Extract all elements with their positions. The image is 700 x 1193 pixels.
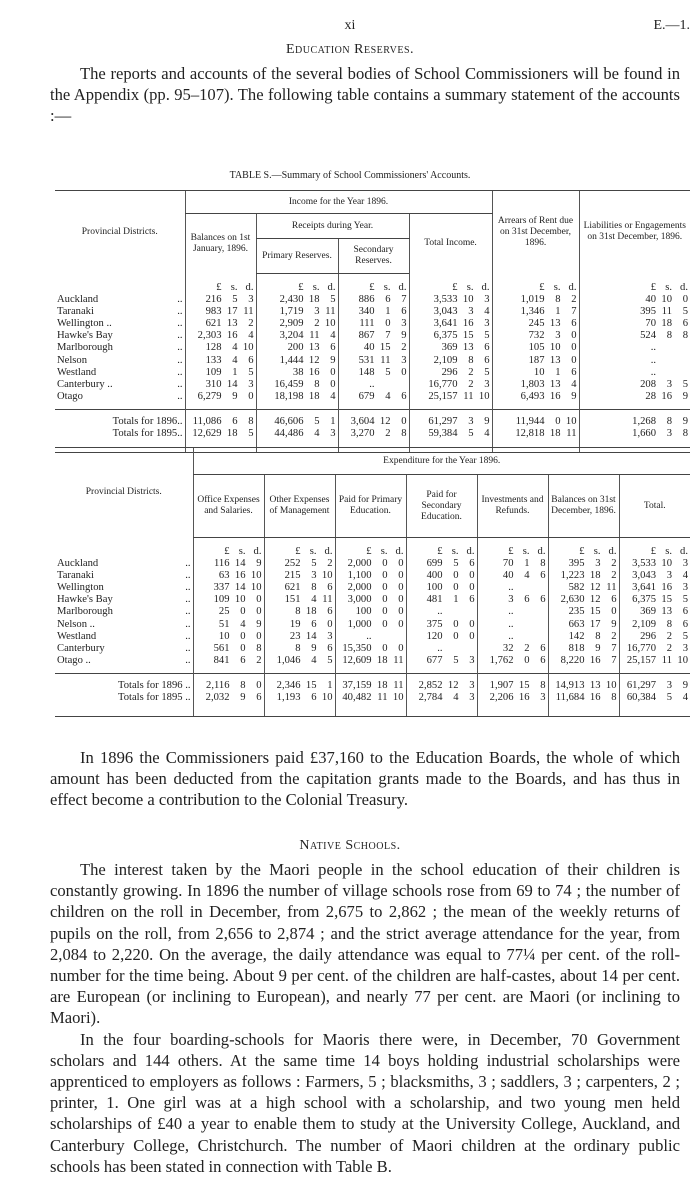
units-cell: £ s. d. <box>335 538 406 559</box>
money-cell: 3,043 3 4 <box>619 570 690 582</box>
money-cell: 395 3 2 <box>548 558 619 570</box>
table-row <box>55 631 690 643</box>
units-cell: £ s. d. <box>406 538 477 559</box>
money-cell: .. <box>477 606 548 618</box>
totals-label: Totals for 1896 .. <box>55 673 193 692</box>
header-district: Provincial Districts. <box>55 448 193 538</box>
district-name: Nelson .. <box>57 354 183 366</box>
money-cell: 1,268 8 9 <box>579 409 690 428</box>
totals-label: Totals for 1896.. <box>55 409 185 428</box>
money-cell: 70 1 8 <box>477 558 548 570</box>
money-cell: 100 0 0 <box>406 582 477 594</box>
money-cell: 2,430 18 5 <box>256 294 338 306</box>
money-cell: 2,909 2 10 <box>256 318 338 330</box>
money-cell: 6,375 15 5 <box>619 594 690 606</box>
money-cell: 19 6 0 <box>264 619 335 631</box>
table-row <box>55 570 690 582</box>
header-district: Provincial Districts. <box>55 191 185 274</box>
money-cell: 14,913 13 10 <box>548 673 619 692</box>
money-cell: .. <box>579 367 690 379</box>
money-cell: 252 5 2 <box>264 558 335 570</box>
money-cell: 23 14 3 <box>264 631 335 643</box>
money-cell: 3,641 16 3 <box>409 318 492 330</box>
header-secondary: Paid for Secondary Education. <box>406 475 477 538</box>
units-cell: £ s. d. <box>477 538 548 559</box>
district-name: Taranaki .. <box>57 306 183 318</box>
money-cell: 2,000 0 0 <box>335 582 406 594</box>
table-row <box>55 582 690 594</box>
money-cell: 3,270 2 8 <box>338 428 409 453</box>
money-cell: 2,109 8 6 <box>409 355 492 367</box>
district-name: Auckland .. <box>57 294 183 306</box>
money-cell: 1,223 18 2 <box>548 570 619 582</box>
money-cell: 2,206 16 3 <box>477 692 548 717</box>
money-cell: 395 11 5 <box>579 306 690 318</box>
header-office: Office Expenses and Salaries. <box>193 475 264 538</box>
money-cell: 59,384 5 4 <box>409 428 492 453</box>
money-cell: 208 3 5 <box>579 379 690 391</box>
money-cell: 25 0 0 <box>193 606 264 618</box>
money-cell: 200 13 6 <box>256 342 338 354</box>
money-cell: .. <box>477 631 548 643</box>
table-row <box>55 619 690 631</box>
money-cell: 109 1 5 <box>185 367 256 379</box>
district-name: Canterbury .. .. <box>57 378 183 390</box>
money-cell: 2,303 16 4 <box>185 330 256 342</box>
money-cell: 18,198 18 4 <box>256 391 338 410</box>
money-cell: 841 6 2 <box>193 655 264 674</box>
money-cell: 37,159 18 11 <box>335 673 406 692</box>
money-cell: 677 5 3 <box>406 655 477 674</box>
money-cell: 40,482 11 10 <box>335 692 406 717</box>
money-cell: 38 16 0 <box>256 367 338 379</box>
money-cell: 8 18 6 <box>264 606 335 618</box>
money-cell: 6,493 16 9 <box>492 391 579 410</box>
money-cell: 296 2 5 <box>619 631 690 643</box>
money-cell: 11,086 6 8 <box>185 409 256 428</box>
native-schools-paragraph: The interest taken by the Maori people in the school education of their children is constantly growing. In 1896 the number of village schools rose from 69 to 74 ; the number of children on the roll in December, from 2,675 to 2,862 ; the mean of the weekly returns of pupils on the roll, from 2,656 to 2,874 ; and the strict average attendance for the year, from 2,084 to 2,220. On the average, the daily attendance was equal to 77¼ per cent. of the roll-number for the time being. About 9 per cent. of the children are half-castes, about 14 per cent. are European (or inclining to European), and nearly 77 per cent. are Maori (or inclining to Maori). In the four boarding-schools for Maoris there were, in December, 70 Government scholars and 144 others. At the same time 14 boys holding industrial scholarships were apprenticed to employers as follows : Farmers, 5 ; blacksmiths, 3 ; saddlers, 3 ; carpenters, 2 ; printer, 1. One girl was at a high school with a scholarship, and two young men held scholarships of £40 a year to enable them to study at the University College, Auckland, and Canterbury College, Christchurch. The number of Maori children at the ordinary public schools has been stated in connection with Table B. <box>50 860 680 1176</box>
section-title-education-reserves: Education Reserves. <box>285 42 415 57</box>
money-cell: 337 14 10 <box>193 582 264 594</box>
money-cell: 11,684 16 8 <box>548 692 619 717</box>
totals-row <box>55 692 690 717</box>
units-cell: £ s. d. <box>185 274 256 295</box>
money-cell: .. <box>477 582 548 594</box>
money-cell: 63 16 10 <box>193 570 264 582</box>
money-cell: 2,346 15 1 <box>264 673 335 692</box>
units-cell: £ s. d. <box>264 538 335 559</box>
district-name: Auckland .. <box>57 558 191 570</box>
money-cell: .. <box>406 643 477 655</box>
money-cell: 120 0 0 <box>406 631 477 643</box>
money-cell: 1,762 0 6 <box>477 655 548 674</box>
header-income-group: Income for the Year 1896. <box>185 191 492 214</box>
money-cell: 40 4 6 <box>477 570 548 582</box>
expenditure-table <box>55 447 690 717</box>
money-cell: 340 1 6 <box>338 306 409 318</box>
district-name: Westland .. <box>57 366 183 378</box>
money-cell: 148 5 0 <box>338 367 409 379</box>
table-row <box>55 306 690 318</box>
money-cell: 8 9 6 <box>264 643 335 655</box>
money-cell: 983 17 11 <box>185 306 256 318</box>
money-cell: 10 1 6 <box>492 367 579 379</box>
money-cell: 32 2 6 <box>477 643 548 655</box>
units-cell: £ s. d. <box>579 274 690 295</box>
money-cell: 3,533 10 3 <box>619 558 690 570</box>
money-cell: 296 2 5 <box>409 367 492 379</box>
table-row <box>55 379 690 391</box>
money-cell: 369 13 6 <box>409 342 492 354</box>
money-cell: 1,719 3 11 <box>256 306 338 318</box>
money-cell: 40 10 0 <box>579 294 690 306</box>
totals-label: Totals for 1895.. <box>55 428 185 453</box>
money-cell: 6,279 9 0 <box>185 391 256 410</box>
money-cell: 2,630 12 6 <box>548 594 619 606</box>
money-cell: 531 11 3 <box>338 355 409 367</box>
money-cell: 216 5 3 <box>185 294 256 306</box>
table-row <box>55 655 690 674</box>
money-cell: 886 6 7 <box>338 294 409 306</box>
table-row <box>55 342 690 354</box>
money-cell: 3,043 3 4 <box>409 306 492 318</box>
table-row <box>55 367 690 379</box>
money-cell: 116 14 9 <box>193 558 264 570</box>
header-other: Other Expenses of Management <box>264 475 335 538</box>
money-cell: 51 4 9 <box>193 619 264 631</box>
money-cell: 2,000 0 0 <box>335 558 406 570</box>
district-name: Westland .. <box>57 630 191 642</box>
document-code: E.—1. <box>653 18 690 33</box>
money-cell: .. <box>338 379 409 391</box>
money-cell: 215 3 10 <box>264 570 335 582</box>
money-cell: 2,116 8 0 <box>193 673 264 692</box>
money-cell: 128 4 10 <box>185 342 256 354</box>
money-cell: 3,641 16 3 <box>619 582 690 594</box>
header-investments: Investments and Refunds. <box>477 475 548 538</box>
units-cell: £ s. d. <box>409 274 492 295</box>
money-cell: 732 3 0 <box>492 330 579 342</box>
money-cell: 1,000 0 0 <box>335 619 406 631</box>
money-cell: 109 10 0 <box>193 594 264 606</box>
money-cell: 310 14 3 <box>185 379 256 391</box>
money-cell: 3,604 12 0 <box>338 409 409 428</box>
money-cell: 46,606 5 1 <box>256 409 338 428</box>
money-cell: 3 6 6 <box>477 594 548 606</box>
money-cell: 10 0 0 <box>193 631 264 643</box>
money-cell: 369 13 6 <box>619 606 690 618</box>
money-cell: 1,019 8 2 <box>492 294 579 306</box>
table-row <box>55 594 690 606</box>
money-cell: .. <box>579 355 690 367</box>
money-cell: 12,609 18 11 <box>335 655 406 674</box>
district-name: Canterbury .. <box>57 642 191 654</box>
header-total: Total. <box>619 475 690 538</box>
money-cell: 245 13 6 <box>492 318 579 330</box>
district-name: Otago .. .. <box>57 654 191 666</box>
header-primary: Paid for Primary Education. <box>335 475 406 538</box>
money-cell: 400 0 0 <box>406 570 477 582</box>
money-cell: 11,944 0 10 <box>492 409 579 428</box>
totals-label: Totals for 1895 .. <box>55 692 193 717</box>
money-cell: 61,297 3 9 <box>409 409 492 428</box>
header-liabilities: Liabilities or Engagements on 31st December, 1896. <box>579 191 690 274</box>
money-cell: 621 8 6 <box>264 582 335 594</box>
money-cell: 582 12 11 <box>548 582 619 594</box>
money-cell: 12,629 18 5 <box>185 428 256 453</box>
district-name: Hawke's Bay .. <box>57 330 183 342</box>
money-cell: .. <box>406 606 477 618</box>
units-cell: £ s. d. <box>492 274 579 295</box>
money-cell: 16,459 8 0 <box>256 379 338 391</box>
table-row <box>55 330 690 342</box>
money-cell: 133 4 6 <box>185 355 256 367</box>
table-row <box>55 606 690 618</box>
units-row <box>55 538 690 559</box>
money-cell: 3,533 10 3 <box>409 294 492 306</box>
district-name: Hawke's Bay .. <box>57 594 191 606</box>
money-cell: 70 18 6 <box>579 318 690 330</box>
totals-row <box>55 409 690 428</box>
money-cell: 187 13 0 <box>492 355 579 367</box>
money-cell: 663 17 9 <box>548 619 619 631</box>
money-cell: 151 4 11 <box>264 594 335 606</box>
table-row <box>55 643 690 655</box>
money-cell: .. <box>477 619 548 631</box>
money-cell: 105 10 0 <box>492 342 579 354</box>
units-cell: £ s. d. <box>338 274 409 295</box>
table-caption: TABLE S.—Summary of School Commissioners' Accounts. <box>229 170 471 181</box>
commissioners-paragraph: In 1896 the Commissioners paid £37,160 to the Education Boards, the whole of which amount has been deducted from the capitation grants made to the Boards, and has thus in effect become a contribution to the Colonial Treasury. <box>50 748 680 810</box>
district-name: Otago .. <box>57 390 183 402</box>
money-cell: 15,350 0 0 <box>335 643 406 655</box>
money-cell: 8,220 16 7 <box>548 655 619 674</box>
money-cell: 867 7 9 <box>338 330 409 342</box>
money-cell: 28 16 9 <box>579 391 690 410</box>
money-cell: 12,818 18 11 <box>492 428 579 453</box>
money-cell: 16,770 2 3 <box>619 643 690 655</box>
page-number: xi <box>344 18 356 33</box>
district-name: Marlborough .. <box>57 606 191 618</box>
table-row <box>55 391 690 410</box>
money-cell: 2,032 9 6 <box>193 692 264 717</box>
money-cell: 699 5 6 <box>406 558 477 570</box>
money-cell: 1,660 3 8 <box>579 428 690 453</box>
money-cell: 235 15 0 <box>548 606 619 618</box>
table-row <box>55 294 690 306</box>
money-cell: .. <box>335 631 406 643</box>
units-cell: £ s. d. <box>548 538 619 559</box>
money-cell: 1,346 1 7 <box>492 306 579 318</box>
money-cell: 1,907 15 8 <box>477 673 548 692</box>
money-cell: 142 8 2 <box>548 631 619 643</box>
units-cell: £ s. d. <box>193 538 264 559</box>
section-title-native-schools: Native Schools. <box>299 838 401 853</box>
district-name: Wellington .. .. <box>57 318 183 330</box>
header-total-income: Total Income. <box>409 214 492 274</box>
district-name: Nelson .. .. <box>57 618 191 630</box>
money-cell: 1,803 13 4 <box>492 379 579 391</box>
header-receipts: Receipts during Year. <box>256 214 409 239</box>
money-cell: 1,046 4 5 <box>264 655 335 674</box>
units-cell: £ s. d. <box>256 274 338 295</box>
header-primary: Primary Reserves. <box>256 239 338 274</box>
table-row <box>55 318 690 330</box>
income-table <box>55 190 690 453</box>
money-cell: 100 0 0 <box>335 606 406 618</box>
table-row <box>55 355 690 367</box>
money-cell: 1,444 12 9 <box>256 355 338 367</box>
header-balances: Balances on 31st December, 1896. <box>548 475 619 538</box>
header-balances: Balances on 1st January, 1896. <box>185 214 256 274</box>
totals-row <box>55 673 690 692</box>
money-cell: 818 9 7 <box>548 643 619 655</box>
header-arrears: Arrears of Rent due on 31st December, 1896. <box>492 191 579 274</box>
money-cell: 111 0 3 <box>338 318 409 330</box>
district-name: Wellington .. <box>57 582 191 594</box>
table-row <box>55 558 690 570</box>
money-cell: 524 8 8 <box>579 330 690 342</box>
header-secondary: Secondary Reserves. <box>338 239 409 274</box>
money-cell: 3,000 0 0 <box>335 594 406 606</box>
district-name: Marlborough .. <box>57 342 183 354</box>
money-cell: 1,193 6 10 <box>264 692 335 717</box>
money-cell: 2,852 12 3 <box>406 673 477 692</box>
money-cell: 1,100 0 0 <box>335 570 406 582</box>
units-row <box>55 274 690 295</box>
money-cell: 60,384 5 4 <box>619 692 690 717</box>
units-cell: £ s. d. <box>619 538 690 559</box>
money-cell: 375 0 0 <box>406 619 477 631</box>
money-cell: 25,157 11 10 <box>409 391 492 410</box>
intro-paragraph: The reports and accounts of the several bodies of School Commissioners will be found in the Appendix (pp. 95–107). The following table contains a summary statement of the accounts :— <box>50 64 680 126</box>
money-cell: 61,297 3 9 <box>619 673 690 692</box>
money-cell: 6,375 15 5 <box>409 330 492 342</box>
money-cell: 561 0 8 <box>193 643 264 655</box>
money-cell: 25,157 11 10 <box>619 655 690 674</box>
money-cell: 44,486 4 3 <box>256 428 338 453</box>
money-cell: 40 15 2 <box>338 342 409 354</box>
money-cell: 621 13 2 <box>185 318 256 330</box>
money-cell: 2,784 4 3 <box>406 692 477 717</box>
header-expenditure-group: Expenditure for the Year 1896. <box>193 448 690 475</box>
district-name: Taranaki .. <box>57 570 191 582</box>
money-cell: 3,204 11 4 <box>256 330 338 342</box>
money-cell: 2,109 8 6 <box>619 619 690 631</box>
money-cell: 16,770 2 3 <box>409 379 492 391</box>
money-cell: 481 1 6 <box>406 594 477 606</box>
money-cell: .. <box>579 342 690 354</box>
money-cell: 679 4 6 <box>338 391 409 410</box>
